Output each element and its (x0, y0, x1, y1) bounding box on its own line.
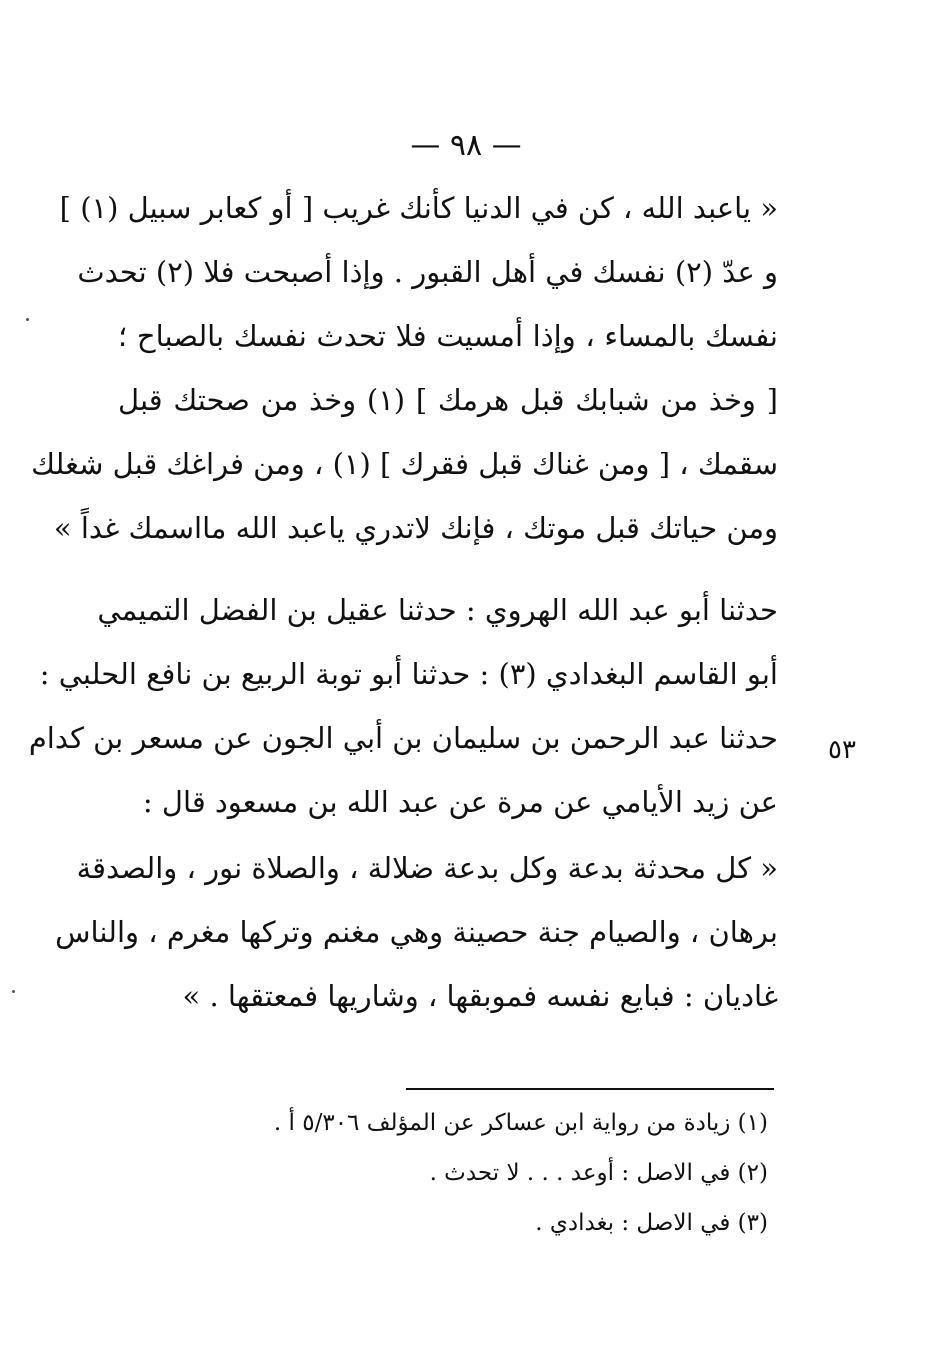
margin-number: ٥٣ (828, 735, 856, 765)
text-line: حدثنا عبد الرحمن بن سليمان بن أبي الجون عن مسعر بن كدام (28, 721, 778, 755)
paragraph-hadith-2 (55, 836, 778, 1028)
footnotes (200, 1098, 768, 1248)
paragraph-hadith-1 (31, 176, 778, 560)
text-line: « كل محدثة بدعة وكل بدعة ضلالة ، والصلاة نور ، والصدقة (76, 851, 778, 885)
text-line: « ياعبد الله ، كن في الدنيا كأنك غريب [ أو كعابر سبيل (١) ] (59, 191, 778, 225)
scan-speck (26, 318, 29, 321)
text-line: عن زيد الأيامي عن مرة عن عبد الله بن مسعود قال : (142, 785, 778, 819)
page-number: — ٩٨ — (410, 128, 522, 163)
footnote-1: (١) زيادة من رواية ابن عساكر عن المؤلف ٥/٣٠٦ أ . (273, 1110, 768, 1136)
text-line: أبو القاسم البغدادي (٣) : حدثنا أبو توبة الربيع بن نافع الحلبي : (39, 657, 778, 691)
scan-speck (12, 990, 15, 993)
text-line: برهان ، والصيام جنة حصينة وهي مغنم وتركها مغرم ، والناس (55, 915, 778, 949)
text-line: [ وخذ من شبابك قبل هرمك ] (١) وخذ من صحتك قبل (118, 383, 778, 417)
text-line: و عدّ (٢) نفسك في أهل القبور . وإذا أصبحت فلا (٢) تحدث (77, 255, 778, 289)
footnote-2: (٢) في الاصل : أوعد . . . لا تحدث . (429, 1160, 768, 1186)
text-line: سقمك ، [ ومن غناك قبل فقرك ] (١) ، ومن فراغك قبل شغلك (31, 447, 778, 481)
text-line: ومن حياتك قبل موتك ، فإنك لاتدري ياعبد الله مااسمك غداً » (53, 511, 778, 545)
footnote-divider (406, 1088, 774, 1090)
text-line: غاديان : فبايع نفسه فموبقها ، وشاريها فمعتقها . » (182, 979, 778, 1013)
footnote-3: (٣) في الاصل : بغدادي . (535, 1210, 768, 1236)
paragraph-isnad (28, 578, 778, 834)
text-line: نفسك بالمساء ، وإذا أمسيت فلا تحدث نفسك بالصباح ؛ (118, 319, 778, 353)
text-line: حدثنا أبو عبد الله الهروي : حدثنا عقيل بن الفضل التميمي (97, 593, 778, 627)
